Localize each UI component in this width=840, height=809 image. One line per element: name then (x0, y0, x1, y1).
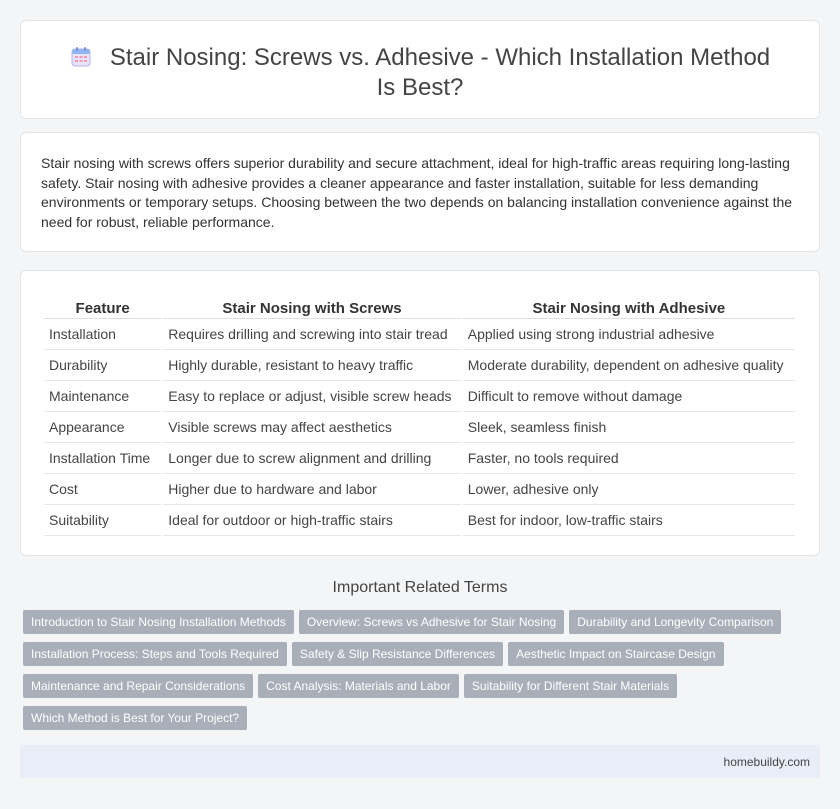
cell-feature: Maintenance (44, 381, 161, 412)
cell-feature: Installation (44, 319, 161, 350)
cell-feature: Appearance (44, 412, 161, 443)
table-row (44, 474, 795, 505)
cell-screws: Higher due to hardware and labor (163, 474, 460, 505)
cell-screws: Ideal for outdoor or high-traffic stairs (163, 505, 460, 536)
cell-adhesive: Difficult to remove without damage (463, 381, 795, 412)
footer (20, 745, 820, 778)
cell-screws: Requires drilling and screwing into stair tread (163, 319, 460, 350)
related-terms-title: Important Related Terms (332, 579, 508, 596)
related-tag[interactable]: Cost Analysis: Materials and Labor (258, 674, 459, 698)
related-tag[interactable]: Introduction to Stair Nosing Installation Methods (23, 610, 294, 634)
table-row (44, 350, 795, 381)
related-tag[interactable]: Suitability for Different Stair Materials (464, 674, 677, 698)
table-row (44, 412, 795, 443)
related-tag[interactable]: Safety & Slip Resistance Differences (292, 642, 503, 666)
table-row (44, 505, 795, 536)
title-card (20, 20, 820, 119)
cell-adhesive: Lower, adhesive only (463, 474, 795, 505)
cell-adhesive: Sleek, seamless finish (463, 412, 795, 443)
cell-adhesive: Faster, no tools required (463, 443, 795, 474)
related-terms-tags (23, 610, 803, 738)
footer-site-link[interactable]: homebuildy.com (723, 755, 810, 769)
cell-adhesive: Best for indoor, low-traffic stairs (463, 505, 795, 536)
cell-screws: Longer due to screw alignment and drilling (163, 443, 460, 474)
related-tag[interactable]: Durability and Longevity Comparison (569, 610, 781, 634)
table-header-row (44, 295, 795, 319)
cell-feature: Suitability (44, 505, 161, 536)
summary-text: Stair nosing with screws offers superior durability and secure attachment, ideal for high-traffic areas requiring long-lasting safety. Stair nosing with adhesive provides a cleaner appearance and faster installation, suitable for less demanding environments or temporary setups. Choosing between the two depends on balancing installation convenience against the need for robust, reliable performance. (41, 155, 793, 230)
related-tag[interactable]: Maintenance and Repair Considerations (23, 674, 253, 698)
cell-screws: Easy to replace or adjust, visible screw heads (163, 381, 460, 412)
cell-feature: Cost (44, 474, 161, 505)
header-feature: Feature (44, 295, 161, 319)
page-title: Stair Nosing: Screws vs. Adhesive - Which Installation Method Is Best? (109, 44, 771, 101)
related-tag[interactable]: Overview: Screws vs Adhesive for Stair Nosing (299, 610, 564, 634)
cell-feature: Durability (44, 350, 161, 381)
table-row (44, 319, 795, 350)
cell-adhesive: Moderate durability, dependent on adhesive quality (463, 350, 795, 381)
header-adhesive: Stair Nosing with Adhesive (463, 295, 795, 319)
calendar-icon (70, 46, 92, 68)
table-row (44, 381, 795, 412)
table-row (44, 443, 795, 474)
cell-feature: Installation Time (44, 443, 161, 474)
cell-adhesive: Applied using strong industrial adhesive (463, 319, 795, 350)
cell-screws: Highly durable, resistant to heavy traffic (163, 350, 460, 381)
header-screws: Stair Nosing with Screws (163, 295, 460, 319)
summary-card (20, 132, 820, 252)
page-title-wrap (61, 43, 779, 103)
comparison-table (42, 295, 797, 536)
comparison-card (20, 270, 820, 556)
cell-screws: Visible screws may affect aesthetics (163, 412, 460, 443)
related-tag[interactable]: Aesthetic Impact on Staircase Design (508, 642, 723, 666)
related-tag[interactable]: Installation Process: Steps and Tools Required (23, 642, 287, 666)
related-tag[interactable]: Which Method is Best for Your Project? (23, 706, 247, 730)
